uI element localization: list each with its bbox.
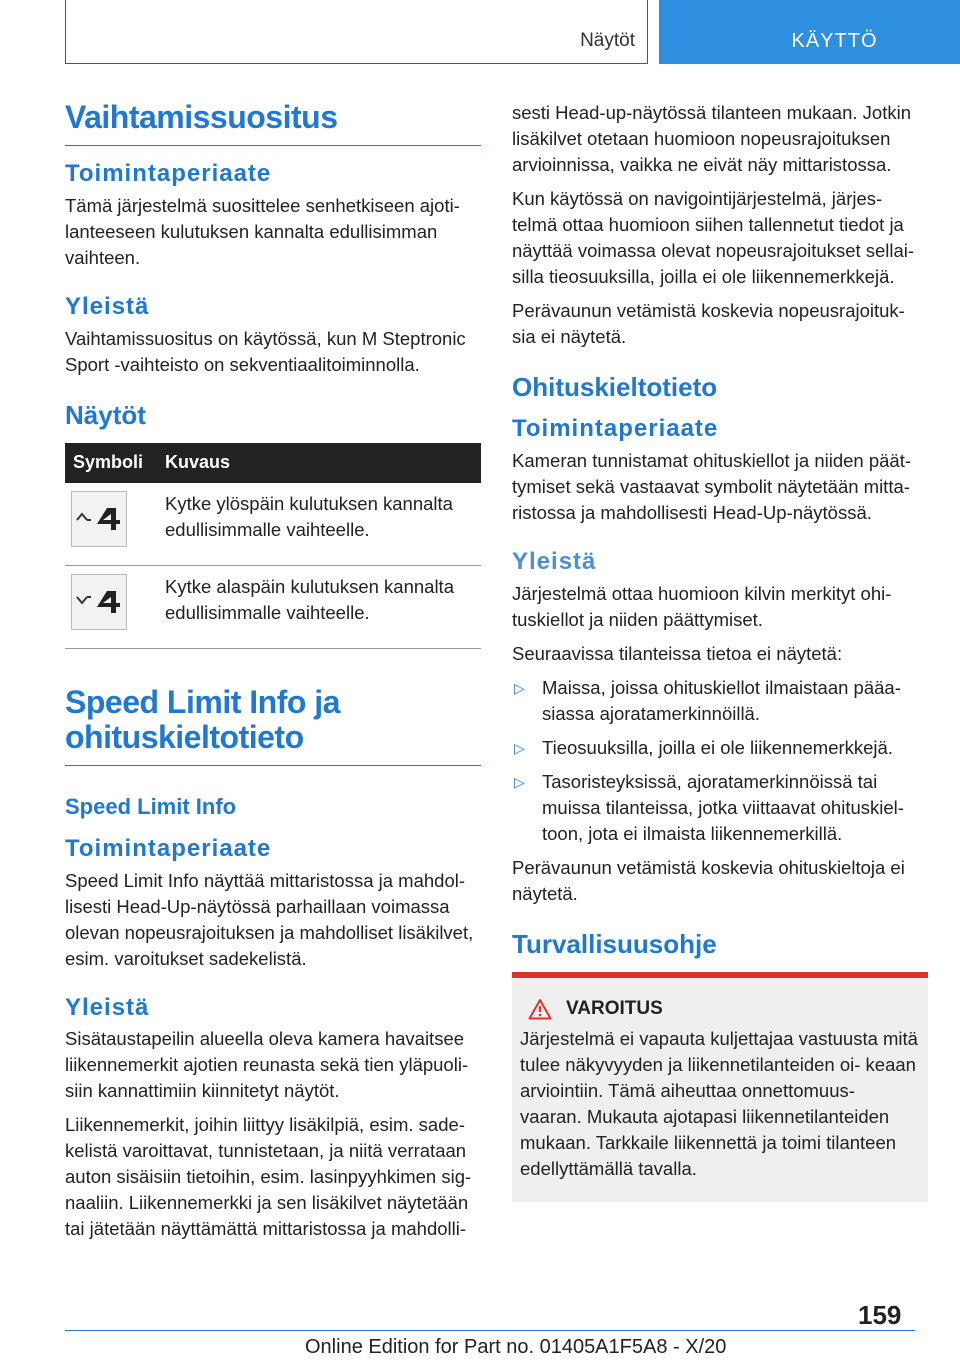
left-column: [65, 100, 481, 1250]
list-item: ▷ Maissa, joissa ohituskiellot ilmaistaan pääa- siassa ajoratamerkinnöillä.: [514, 676, 901, 724]
shift-up-4-icon: [71, 491, 127, 547]
heading-vaihtamissuositus: Vaihtamissuositus: [65, 100, 481, 146]
heading-toimintaperiaate-3: Toimintaperiaate: [512, 415, 719, 443]
triangle-bullet-icon: ▷: [514, 679, 525, 696]
header-section-tab: [659, 0, 960, 64]
paragraph-sli-yleista-2: Liikennemerkit, joihin liittyy lisäkilpiä, esim. sade- kelistä varoittavat, tunnistetaan, ja niitä verrataan auton sisäisiin tietoihin, esim. lasinpyyhkimen sig- naaliin. Liikennemerkki ja sen lisäkilvet näytetään tai jätetään näyttämättä mittaristossa ja mahdolli-: [65, 1114, 472, 1240]
description-cell: Kytke alaspäin kulutuksen kannalta edullisimmalle vaihteelle.: [157, 565, 481, 648]
heading-yleista-2: Yleistä: [65, 993, 150, 1021]
right-column: [512, 100, 928, 1202]
header-section-label: KÄYTTÖ: [791, 30, 878, 52]
paragraph-toimintaperiaate: Tämä järjestelmä suosittelee senhetkiseen ajoti- lanteeseen kulutuksen kannalta edullisimman vaihteen.: [65, 194, 460, 268]
paragraph-ohitus-last: Perävaunun vetämistä koskevia ohituskieltoja ei näytetä.: [512, 856, 905, 904]
warning-text: Järjestelmä ei vapauta kuljettajaa vastuusta mitä tulee näkyvyyden ja liikennetilanteiden oi- keaan arviointiin. Tämä aiheuttaa onnettomuus- vaaran. Mukauta ajotapasi liikennetilanteiden mukaan. Tarkkaile liikennettä ja toimi tilanteen edellyttämällä tavalla.: [520, 1027, 918, 1179]
table-row: [65, 483, 481, 566]
warning-title: VAROITUS: [566, 997, 663, 1019]
footer-edition: Online Edition for Part no. 01405A1F5A8 - X/20: [305, 1336, 727, 1358]
warning-title-row: [520, 998, 918, 1020]
table-header-row: [65, 443, 481, 483]
shift-down-4-icon: [71, 574, 127, 630]
table-header-description: Kuvaus: [157, 443, 481, 483]
bullet-list: [512, 675, 928, 847]
heading-ohituskieltotieto: Ohituskieltotieto: [512, 372, 718, 402]
heading-speed-limit-info: Speed Limit Info ja ohituskieltotieto: [65, 685, 481, 766]
paragraph-continued-3: Perävaunun vetämistä koskevia nopeusrajoituk- sia ei näytetä.: [512, 300, 905, 347]
heading-naytot: Näytöt: [65, 399, 146, 430]
heading-toimintaperiaate-2: Toimintaperiaate: [65, 834, 272, 862]
triangle-bullet-icon: ▷: [514, 739, 525, 756]
header-chapter-title: Näytöt: [580, 30, 635, 51]
list-item: ▷ Tieosuuksilla, joilla ei ole liikennemerkkejä.: [512, 735, 928, 761]
paragraph-sli-toimintaperiaate: Speed Limit Info näyttää mittaristossa ja mahdol- lisesti Head-Up-näytössä parhaillaan voimassa olevan nopeusrajoituksen ja mahdolliset lisäkilvet, esim. varoitukset sadekelistä.: [65, 869, 474, 969]
header-chapter-box: [65, 0, 648, 64]
warning-box: [512, 972, 928, 1202]
heading-turvallisuusohje: Turvallisuusohje: [512, 928, 717, 959]
symbol-cell: [65, 565, 157, 648]
list-item: ▷ Tasoristeyksissä, ajoratamerkinnöissä tai muissa tilanteissa, jotka viittaavat ohituskiel- toon, jota ei ilmaista liikennemerkillä.: [514, 770, 904, 844]
description-cell: Kytke ylöspäin kulutuksen kannalta edullisimmalle vaihteelle.: [157, 483, 481, 566]
heading-speed-limit-info-sub: Speed Limit Info: [65, 794, 237, 820]
paragraph-continued-2: Kun käytössä on navigointijärjestelmä, järjes- telmä ottaa huomioon siihen tallennetut tiedot ja näyttää voimassa olevat nopeusrajoitukset sellai- silla tieosuuksilla, joilla ei ole liikennemerkkejä.: [512, 188, 915, 287]
symbol-table: [65, 443, 481, 649]
heading-toimintaperiaate: Toimintaperiaate: [65, 160, 272, 188]
paragraph-ohitus-yleista-1: Järjestelmä ottaa huomioon kilvin merkityt ohi- tuskiellot ja niiden päättymiset.: [512, 582, 892, 630]
paragraph-ohitus-toimintaperiaate: Kameran tunnistamat ohituskiellot ja niiden päät- tymiset sekä vastaavat symbolit näytetään mitta- ristossa ja mahdollisesti Head-Up-näytössä.: [512, 449, 912, 523]
warning-triangle-icon: [528, 998, 552, 1020]
paragraph-sli-yleista-1: Sisätaustapeilin alueella oleva kamera havaitsee liikennemerkit ajotien reunasta sekä tien yläpuoli- siin kannattimiin kiinnitetyt näytöt.: [65, 1028, 469, 1102]
heading-yleista-3: Yleistä: [512, 547, 597, 575]
triangle-bullet-icon: ▷: [514, 773, 525, 790]
paragraph-continued-1: sesti Head-up-näytössä tilanteen mukaan. Jotkin lisäkilvet otetaan huomioon nopeusrajoituksen arvioinnissa, vaikka ne eivät näy mittaristossa.: [512, 102, 911, 175]
paragraph-ohitus-yleista-2: Seuraavissa tilanteissa tietoa ei näytetä:: [512, 642, 843, 664]
table-row: [65, 565, 481, 648]
footer-divider: [65, 1330, 915, 1331]
page-number: 159: [858, 1300, 902, 1330]
paragraph-yleista: Vaihtamissuositus on käytössä, kun M Steptronic Sport -vaihteisto on sekventiaalitoiminnolla.: [65, 327, 466, 375]
table-header-symbol: Symboli: [65, 443, 157, 483]
heading-yleista: Yleistä: [65, 292, 150, 320]
symbol-cell: [65, 483, 157, 566]
